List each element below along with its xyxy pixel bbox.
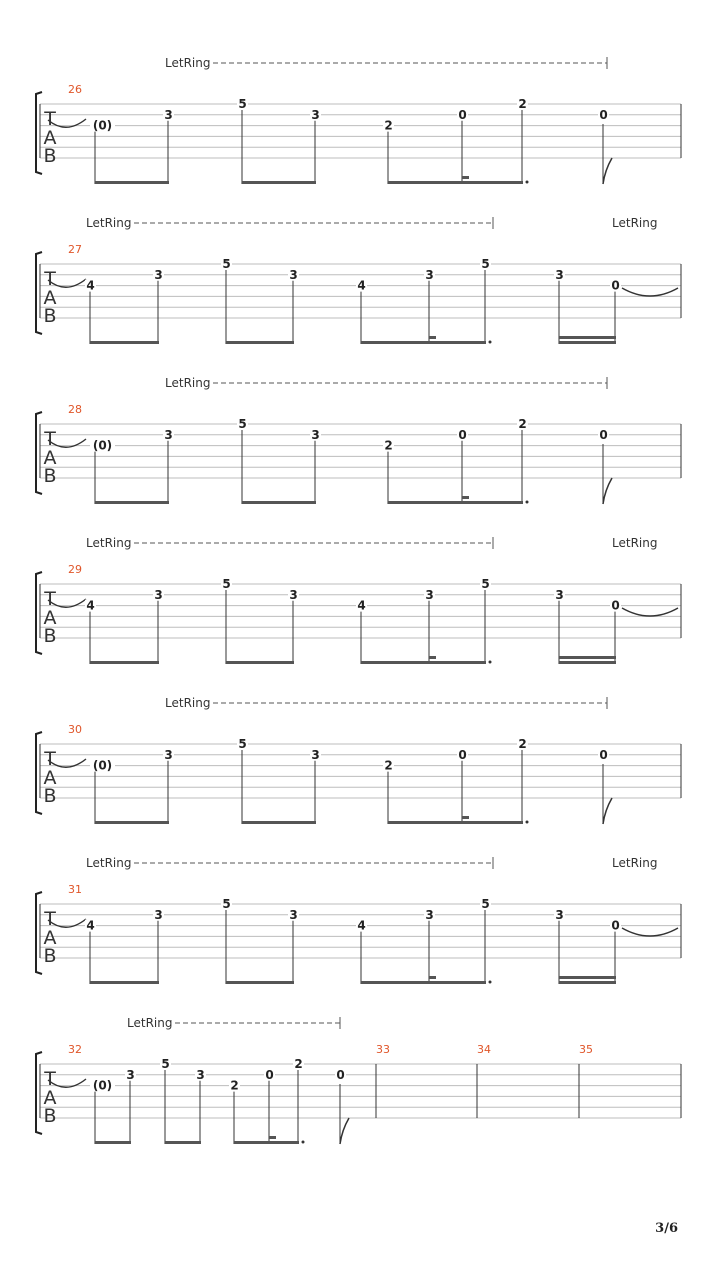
beam-stub <box>462 816 469 819</box>
measure-number: 27 <box>68 243 82 256</box>
beam <box>226 341 294 344</box>
beam <box>361 341 486 344</box>
fret-number: 3 <box>164 747 173 762</box>
fret-number: 2 <box>518 417 527 431</box>
fret-number: 2 <box>384 118 393 133</box>
beam <box>242 181 316 184</box>
measure-number: 29 <box>68 563 82 576</box>
fret-number: 4 <box>86 598 95 613</box>
beam <box>95 1141 131 1144</box>
tab-letter-a: A <box>43 607 57 629</box>
fret-number: 3 <box>154 267 163 282</box>
beam <box>388 821 523 824</box>
fret-number: 5 <box>222 257 231 271</box>
measure-number: 34 <box>477 1043 491 1056</box>
fret-number: (0) <box>92 758 113 773</box>
beam <box>90 981 159 984</box>
fret-number: 2 <box>294 1057 303 1071</box>
let-ring-label: LetRing <box>127 1016 173 1030</box>
tab-letter-b: B <box>43 1105 57 1127</box>
fret-number: 4 <box>86 918 95 933</box>
tab-letter-t: T <box>44 428 56 450</box>
fret-number: 5 <box>481 577 490 591</box>
tab-letter-t: T <box>44 588 56 610</box>
fret-number: 5 <box>222 897 231 911</box>
fret-number: 3 <box>289 267 298 282</box>
tab-letter-t: T <box>44 1068 56 1090</box>
fret-number: 0 <box>611 918 620 933</box>
fret-number: 3 <box>164 427 173 442</box>
fret-number: 0 <box>599 107 608 122</box>
page-number: 3/6 <box>655 1221 678 1236</box>
beam <box>242 821 316 824</box>
beam <box>226 661 294 664</box>
let-ring-label: LetRing <box>165 696 211 710</box>
fret-number: 0 <box>599 747 608 762</box>
tab-letter-a: A <box>43 1087 57 1109</box>
fret-number: 2 <box>230 1078 239 1093</box>
beam <box>559 976 616 979</box>
tie-arc <box>622 288 678 296</box>
fret-number: 0 <box>265 1067 274 1082</box>
measure-number: 31 <box>68 883 82 896</box>
fret-number: 3 <box>164 107 173 122</box>
fret-number: 4 <box>357 918 366 933</box>
dot <box>526 501 529 504</box>
tab-system <box>36 216 681 344</box>
beam <box>90 341 159 344</box>
fret-number: 0 <box>611 598 620 613</box>
fret-number: 3 <box>555 907 564 922</box>
tab-letter-t: T <box>44 908 56 930</box>
fret-number: 3 <box>425 907 434 922</box>
fret-number: 3 <box>425 267 434 282</box>
beam <box>234 1141 299 1144</box>
fret-number: 5 <box>481 257 490 271</box>
beam <box>226 981 294 984</box>
beam <box>90 661 159 664</box>
beam <box>388 501 523 504</box>
beam-stub <box>429 336 436 339</box>
measure-number: 26 <box>68 83 82 96</box>
beam <box>95 821 169 824</box>
beam-stub <box>462 176 469 179</box>
fret-number: 5 <box>238 737 247 751</box>
beam <box>559 341 616 344</box>
fret-number: 5 <box>222 577 231 591</box>
measure-number: 33 <box>376 1043 390 1056</box>
fret-number: 0 <box>336 1067 345 1082</box>
beam <box>95 181 169 184</box>
let-ring-label: LetRing <box>165 376 211 390</box>
measure-number: 28 <box>68 403 82 416</box>
tab-letter-a: A <box>43 127 57 149</box>
let-ring-label: LetRing <box>86 216 132 230</box>
dot <box>302 1141 305 1144</box>
fret-number: 5 <box>238 97 247 111</box>
let-ring-label: LetRing <box>86 536 132 550</box>
beam-stub <box>429 656 436 659</box>
measure-number: 30 <box>68 723 82 736</box>
fret-number: 0 <box>458 427 467 442</box>
tie-arc <box>622 928 678 936</box>
fret-number: 5 <box>481 897 490 911</box>
beam <box>95 501 169 504</box>
tab-letter-b: B <box>43 945 57 967</box>
tab-letter-b: B <box>43 785 57 807</box>
dot <box>489 341 492 344</box>
beam <box>361 661 486 664</box>
fret-number: 3 <box>555 267 564 282</box>
let-ring-label: LetRing <box>86 856 132 870</box>
fret-number: 4 <box>86 278 95 293</box>
fret-number: 5 <box>238 417 247 431</box>
fret-number: 3 <box>555 587 564 602</box>
tab-system <box>36 856 681 984</box>
fret-number: 5 <box>161 1057 170 1071</box>
fret-number: 0 <box>599 427 608 442</box>
beam <box>242 501 316 504</box>
fret-number: 4 <box>357 598 366 613</box>
tab-letter-b: B <box>43 145 57 167</box>
note-flag <box>603 798 612 824</box>
fret-number: 0 <box>458 747 467 762</box>
fret-number: (0) <box>92 438 113 453</box>
tab-letter-a: A <box>43 287 57 309</box>
dot <box>526 821 529 824</box>
dot <box>489 661 492 664</box>
tie-arc <box>622 608 678 616</box>
beam-stub <box>269 1136 276 1139</box>
beam-stub <box>429 976 436 979</box>
fret-number: 3 <box>311 427 320 442</box>
measure-number: 35 <box>579 1043 593 1056</box>
fret-number: 3 <box>425 587 434 602</box>
tab-system <box>36 56 681 184</box>
fret-number: 3 <box>196 1067 205 1082</box>
note-flag <box>603 478 612 504</box>
fret-number: 3 <box>154 587 163 602</box>
tab-system <box>36 1016 681 1144</box>
tab-letter-b: B <box>43 625 57 647</box>
note-flag <box>340 1118 349 1144</box>
fret-number: (0) <box>92 118 113 133</box>
beam <box>559 336 616 339</box>
tab-letter-a: A <box>43 767 57 789</box>
fret-number: 3 <box>154 907 163 922</box>
fret-number: 0 <box>458 107 467 122</box>
beam <box>388 181 523 184</box>
tab-letter-t: T <box>44 108 56 130</box>
dot <box>526 181 529 184</box>
let-ring-label: LetRing <box>612 536 658 550</box>
beam <box>361 981 486 984</box>
beam <box>165 1141 201 1144</box>
fret-number: (0) <box>92 1078 113 1093</box>
tab-letter-b: B <box>43 305 57 327</box>
tab-letter-t: T <box>44 748 56 770</box>
fret-number: 3 <box>311 107 320 122</box>
fret-number: 2 <box>518 97 527 111</box>
fret-number: 2 <box>384 758 393 773</box>
beam-stub <box>462 496 469 499</box>
fret-number: 2 <box>518 737 527 751</box>
tab-system <box>36 696 681 824</box>
beam <box>559 661 616 664</box>
fret-number: 3 <box>289 587 298 602</box>
measure-number: 32 <box>68 1043 82 1056</box>
fret-number: 3 <box>289 907 298 922</box>
tab-letter-a: A <box>43 927 57 949</box>
fret-number: 3 <box>126 1067 135 1082</box>
let-ring-label: LetRing <box>612 856 658 870</box>
dot <box>489 981 492 984</box>
tab-letter-t: T <box>44 268 56 290</box>
tab-system <box>36 536 681 664</box>
fret-number: 4 <box>357 278 366 293</box>
let-ring-label: LetRing <box>165 56 211 70</box>
beam <box>559 981 616 984</box>
fret-number: 0 <box>611 278 620 293</box>
let-ring-label: LetRing <box>612 216 658 230</box>
fret-number: 2 <box>384 438 393 453</box>
tab-letter-a: A <box>43 447 57 469</box>
note-flag <box>603 158 612 184</box>
tab-letter-b: B <box>43 465 57 487</box>
fret-number: 3 <box>311 747 320 762</box>
beam <box>559 656 616 659</box>
tab-system <box>36 376 681 504</box>
